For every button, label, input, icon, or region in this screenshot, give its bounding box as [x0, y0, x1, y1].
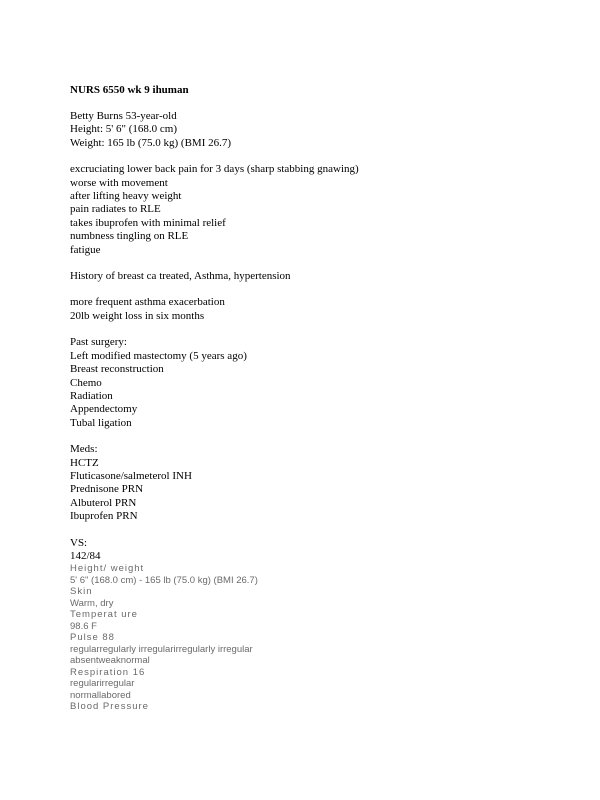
surgery-item: Breast reconstruction — [70, 363, 164, 376]
med-item: Ibuprofen PRN — [70, 510, 138, 523]
complaint-line: after lifting heavy weight — [70, 190, 182, 203]
past-surgery — [70, 336, 540, 430]
surgery-item: Appendectomy — [70, 403, 138, 416]
med-item: Prednisone PRN — [70, 483, 144, 496]
complaint-line: pain radiates to RLE — [70, 203, 161, 216]
height-weight-value: 5' 6" (168.0 cm) - 165 lb (75.0 kg) (BMI 26.7) — [70, 574, 258, 586]
height-weight-label: Height/ weight — [70, 563, 145, 575]
recent-line: 20lb weight loss in six months — [70, 309, 205, 322]
patient-name-age: Betty Burns 53-year-old — [70, 110, 177, 122]
vital-signs — [70, 537, 540, 713]
document-page — [70, 83, 540, 713]
complaint-line: takes ibuprofen with minimal relief — [70, 216, 226, 229]
document-title: NURS 6550 wk 9 ihuman — [70, 84, 189, 96]
vs-details — [70, 563, 540, 712]
complaint-line: worse with movement — [70, 176, 168, 189]
respiration-label: Respiration 16 — [70, 666, 146, 678]
surgery-item: Left modified mastectomy (5 years ago) — [70, 349, 247, 362]
recent-changes — [70, 296, 540, 323]
patient-info — [70, 110, 540, 150]
med-item: HCTZ — [70, 456, 99, 469]
temperature-label: Temperat ure — [70, 609, 138, 621]
pulse-rhythm-options: regularregularly irregularirregularly irregular — [70, 643, 253, 655]
meds-heading: Meds: — [70, 443, 98, 456]
temperature-value: 98.6 F — [70, 620, 97, 632]
surgery-item: Radiation — [70, 389, 113, 402]
med-item: Fluticasone/salmeterol INH — [70, 469, 192, 482]
surgery-heading: Past surgery: — [70, 336, 127, 349]
respiration-effort-options: normallabored — [70, 689, 131, 701]
medications — [70, 443, 540, 523]
complaints-list — [70, 163, 540, 257]
med-item: Albuterol PRN — [70, 496, 137, 509]
history-line: History of breast ca treated, Asthma, hypertension — [70, 270, 291, 283]
surgery-item: Chemo — [70, 376, 102, 389]
complaint-line: numbness tingling on RLE — [70, 230, 189, 243]
pulse-label: Pulse 88 — [70, 632, 115, 644]
medical-history — [70, 270, 540, 283]
patient-height: Height: 5' 6" (168.0 cm) — [70, 123, 177, 136]
vs-blood-pressure-value: 142/84 — [70, 549, 101, 562]
vs-heading: VS: — [70, 536, 88, 549]
recent-line: more frequent asthma exacerbation — [70, 296, 225, 309]
respiration-rhythm-options: regularirregular — [70, 678, 135, 690]
skin-value: Warm, dry — [70, 597, 114, 609]
pulse-strength-options: absentweaknormal — [70, 655, 150, 667]
patient-weight: Weight: 165 lb (75.0 kg) (BMI 26.7) — [70, 136, 232, 149]
skin-label: Skin — [70, 586, 93, 598]
complaint-line: fatigue — [70, 243, 101, 256]
surgery-item: Tubal ligation — [70, 416, 132, 429]
blood-pressure-label: Blood Pressure — [70, 701, 149, 713]
complaint-line: excruciating lower back pain for 3 days (sharp stabbing gnawing) — [70, 163, 359, 176]
